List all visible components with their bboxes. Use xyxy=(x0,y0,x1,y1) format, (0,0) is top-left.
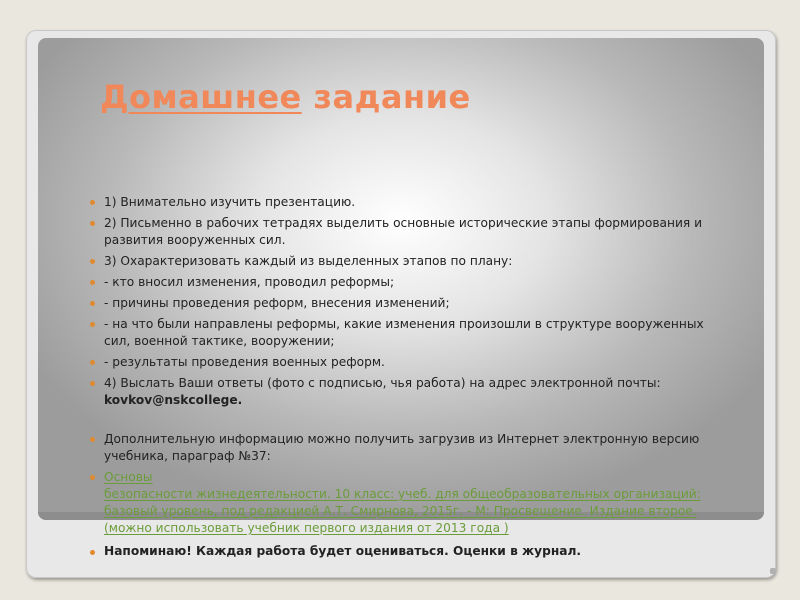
title-rest: задание xyxy=(301,78,471,116)
title-underlined-word: Домашнее xyxy=(100,78,302,116)
bullet-item-extra: Дополнительную информацию можно получить загрузив из Интернет электронную версию учебника, параграф №37: xyxy=(88,431,728,465)
bullet-item: 3) Охарактеризовать каждый из выделенных этапов по плану: xyxy=(88,253,728,270)
textbook-link[interactable]: безопасности жизнедеятельности. 10 класс: учеб. для общеобразовательных организаций: базовый уровень, под редакцией А.Т. Смирнова, 2015г. - М: Просвещение. Издание второе. (можно использовать учебник первого издания от 2013 года ) xyxy=(104,487,701,535)
email-address[interactable]: kovkov@nskcollege. xyxy=(104,393,243,407)
slide-title xyxy=(100,78,620,116)
frame-corner-mark xyxy=(770,568,776,574)
reminder-text: Напоминаю! Каждая работа будет оцениваться. Оценки в журнал. xyxy=(88,544,744,558)
bullet-item: - причины проведения реформ, внесения изменений; xyxy=(88,295,728,312)
bullet-item: - результаты проведения военных реформ. xyxy=(88,354,728,371)
bullet-list xyxy=(88,194,728,541)
bullet-item: - кто вносил изменения, проводил реформы; xyxy=(88,274,728,291)
bullet-item: 1) Внимательно изучить презентацию. xyxy=(88,194,728,211)
bullet-item: 2) Письменно в рабочих тетрадях выделить основные исторические этапы формирования и развития вооруженных сил. xyxy=(88,215,728,249)
bullet-item-link xyxy=(88,469,728,537)
send-text: 4) Выслать Ваши ответы (фото с подписью, чья работа) на адрес электронной почты: xyxy=(104,376,661,390)
bullet-item: - на что были направлены реформы, какие изменения произошли в структуре вооруженных сил, военной тактике, вооружении; xyxy=(88,316,728,350)
textbook-link-line1[interactable]: Основы xyxy=(104,470,153,484)
bullet-item-send xyxy=(88,375,728,409)
